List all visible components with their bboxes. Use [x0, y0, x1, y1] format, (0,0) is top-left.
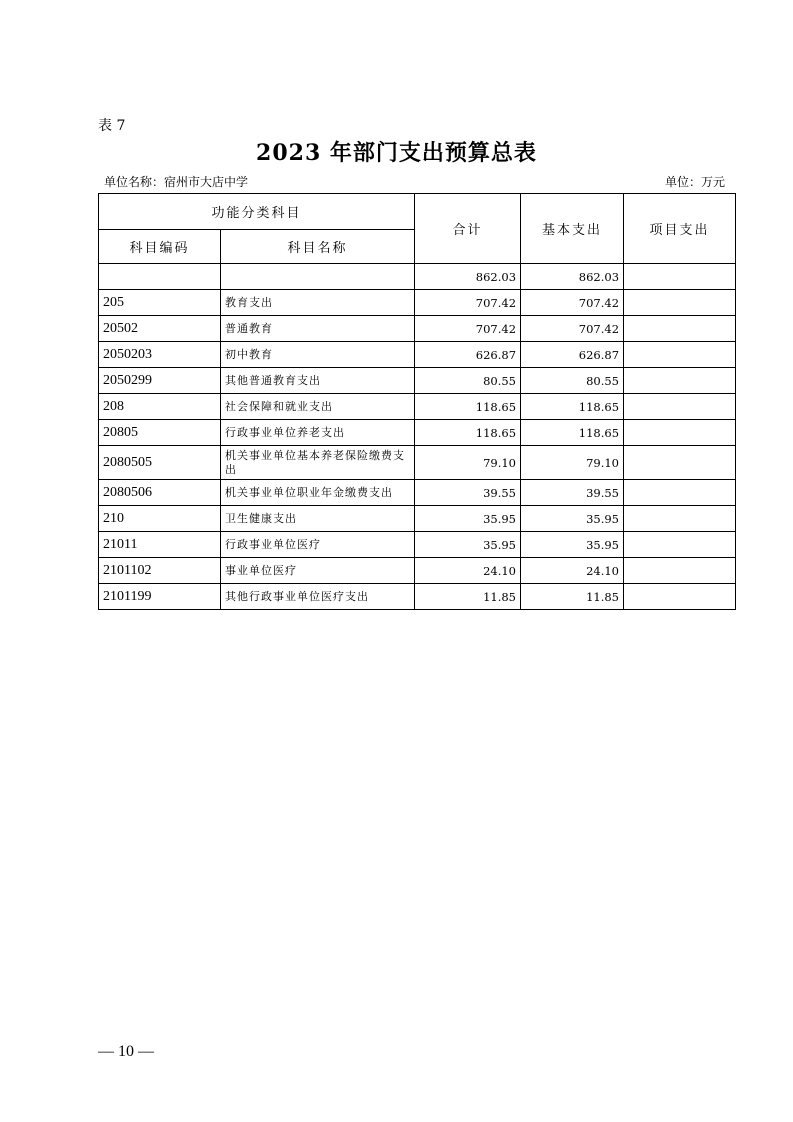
project-expenditure-cell: [624, 558, 736, 584]
project-expenditure-cell: [624, 506, 736, 532]
subject-code-cell: 21011: [99, 532, 221, 558]
table-row: [99, 290, 736, 316]
basic-expenditure-cell: 80.55: [521, 368, 624, 394]
table-row: [99, 394, 736, 420]
header-subject-name: 科目名称: [221, 230, 415, 264]
total-cell: 11.85: [415, 584, 521, 610]
total-cell: 35.95: [415, 532, 521, 558]
subject-code-cell: 2080506: [99, 480, 221, 506]
project-expenditure-cell: [624, 342, 736, 368]
subject-code-cell: 2101102: [99, 558, 221, 584]
total-cell: 35.95: [415, 506, 521, 532]
table-row: [99, 480, 736, 506]
project-expenditure-cell: [624, 290, 736, 316]
header-total: 合计: [415, 194, 521, 264]
table-row: [99, 532, 736, 558]
subject-name-cell: 事业单位医疗: [221, 558, 415, 584]
project-expenditure-cell: [624, 368, 736, 394]
project-expenditure-cell: [624, 394, 736, 420]
project-expenditure-cell: [624, 264, 736, 290]
total-cell: 707.42: [415, 316, 521, 342]
basic-expenditure-cell: 39.55: [521, 480, 624, 506]
subject-name-cell: 机关事业单位基本养老保险缴费支出: [221, 446, 415, 480]
table-row: [99, 558, 736, 584]
page-number: — 10 —: [98, 1043, 154, 1060]
subject-code-cell: 208: [99, 394, 221, 420]
unit-name: 单位名称：宿州市大店中学: [104, 175, 249, 189]
total-cell: 39.55: [415, 480, 521, 506]
basic-expenditure-cell: 118.65: [521, 420, 624, 446]
basic-expenditure-cell: 35.95: [521, 506, 624, 532]
table-row: [99, 342, 736, 368]
table-row: [99, 420, 736, 446]
project-expenditure-cell: [624, 420, 736, 446]
subject-code-cell: 205: [99, 290, 221, 316]
subject-name-cell: 普通教育: [221, 316, 415, 342]
table-label: 表 7: [98, 118, 126, 134]
table-row: [99, 506, 736, 532]
header-project-expenditure: 项目支出: [624, 194, 736, 264]
basic-expenditure-cell: 118.65: [521, 394, 624, 420]
table-body: [99, 264, 736, 610]
table-row: [99, 446, 736, 480]
budget-table: [98, 193, 736, 610]
basic-expenditure-cell: 707.42: [521, 316, 624, 342]
header-function-category: 功能分类科目: [99, 194, 415, 230]
subject-name-cell: 其他行政事业单位医疗支出: [221, 584, 415, 610]
page-title: 2023 年部门支出预算总表: [256, 140, 537, 166]
unit-measure: 单位：万元: [664, 175, 725, 189]
subject-name-cell: 其他普通教育支出: [221, 368, 415, 394]
table-row: [99, 584, 736, 610]
subject-code-cell: 210: [99, 506, 221, 532]
total-cell: 118.65: [415, 420, 521, 446]
basic-expenditure-cell: 862.03: [521, 264, 624, 290]
subject-name-cell: [221, 264, 415, 290]
subject-name-cell: 初中教育: [221, 342, 415, 368]
basic-expenditure-cell: 626.87: [521, 342, 624, 368]
subject-code-cell: 2050203: [99, 342, 221, 368]
table-row: [99, 368, 736, 394]
subject-code-cell: 20805: [99, 420, 221, 446]
subject-code-cell: 2050299: [99, 368, 221, 394]
project-expenditure-cell: [624, 532, 736, 558]
subject-name-cell: 行政事业单位养老支出: [221, 420, 415, 446]
header-basic-expenditure: 基本支出: [521, 194, 624, 264]
subject-name-cell: 教育支出: [221, 290, 415, 316]
total-cell: 24.10: [415, 558, 521, 584]
subject-name-cell: 行政事业单位医疗: [221, 532, 415, 558]
table-row: [99, 264, 736, 290]
table-row: [99, 316, 736, 342]
total-cell: 862.03: [415, 264, 521, 290]
table-header-row: [99, 194, 736, 230]
basic-expenditure-cell: 11.85: [521, 584, 624, 610]
subject-code-cell: [99, 264, 221, 290]
total-cell: 626.87: [415, 342, 521, 368]
subject-name-cell: 社会保障和就业支出: [221, 394, 415, 420]
basic-expenditure-cell: 79.10: [521, 446, 624, 480]
project-expenditure-cell: [624, 316, 736, 342]
total-cell: 79.10: [415, 446, 521, 480]
header-subject-code: 科目编码: [99, 230, 221, 264]
subject-code-cell: 2080505: [99, 446, 221, 480]
basic-expenditure-cell: 35.95: [521, 532, 624, 558]
subject-code-cell: 2101199: [99, 584, 221, 610]
subject-name-cell: 卫生健康支出: [221, 506, 415, 532]
project-expenditure-cell: [624, 480, 736, 506]
project-expenditure-cell: [624, 584, 736, 610]
project-expenditure-cell: [624, 446, 736, 480]
subject-name-cell: 机关事业单位职业年金缴费支出: [221, 480, 415, 506]
total-cell: 118.65: [415, 394, 521, 420]
total-cell: 80.55: [415, 368, 521, 394]
total-cell: 707.42: [415, 290, 521, 316]
subject-code-cell: 20502: [99, 316, 221, 342]
basic-expenditure-cell: 707.42: [521, 290, 624, 316]
basic-expenditure-cell: 24.10: [521, 558, 624, 584]
